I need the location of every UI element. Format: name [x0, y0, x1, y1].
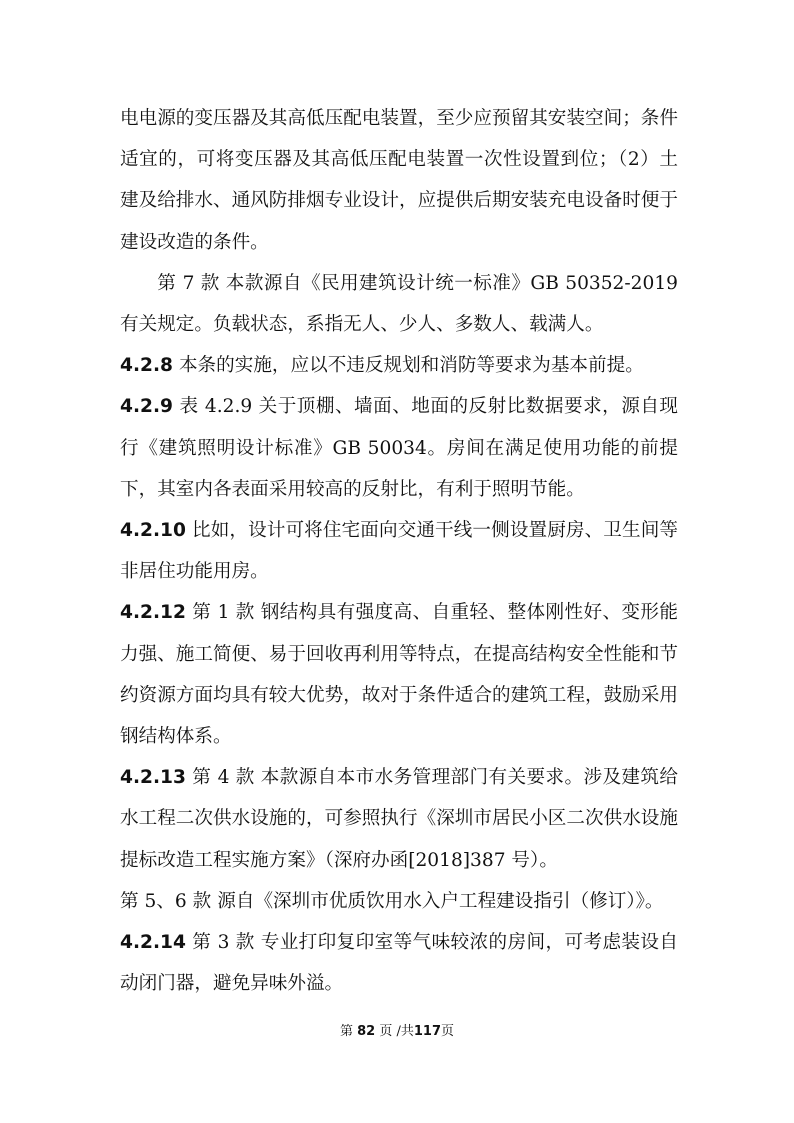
paragraph-4-2-9	[120, 386, 678, 510]
page-total-number: 117	[413, 1024, 442, 1039]
paragraph-4-2-12	[120, 592, 678, 757]
paragraph-text: 比如，设计可将住宅面向交通干线一侧设置厨房、卫生间等非居住功能用房。	[120, 520, 678, 583]
page-current-number: 82	[357, 1024, 376, 1039]
paragraph-clause-7	[120, 263, 678, 345]
page-footer	[0, 1022, 794, 1042]
paragraph-text: 电电源的变压器及其高低压配电装置，至少应预留其安装空间；条件适宜的，可将变压器及其高低压配电装置一次性设置到位；（2）土建及给排水、通风防排烟专业设计，应提供后期安装充电设备时便于建设改造的条件。	[120, 108, 678, 253]
clause-label: 第 5、6 款	[120, 890, 212, 912]
paragraph-4-2-10	[120, 510, 678, 592]
paragraph-text: 表 4.2.9 关于顶棚、墙面、地面的反射比数据要求，源自现行《建筑照明设计标准》GB 50034。房间在满足使用功能的前提下，其室内各表面采用较高的反射比，有利于照明节能。	[120, 396, 678, 500]
document-body	[120, 98, 678, 1004]
clause-label: 第 7 款	[157, 272, 220, 294]
clause-label: 第 4 款	[191, 767, 255, 789]
article-number: 4.2.13	[120, 767, 186, 789]
page-middle: 页 /共	[379, 1024, 414, 1039]
paragraph-text: 源自《深圳市优质饮用水入户工程建设指引（修订）》。	[217, 890, 664, 912]
paragraph-continuation	[120, 98, 678, 263]
article-number: 4.2.8	[120, 355, 173, 377]
page-suffix: 页	[441, 1024, 455, 1039]
paragraph-text: 本款源自本市水务管理部门有关要求。涉及建筑给水工程二次供水设施的，可参照执行《深圳市居民小区二次供水设施提标改造工程实施方案》（深府办函[2018]387 号）。	[120, 767, 678, 871]
paragraph-4-2-14	[120, 922, 678, 1004]
paragraph-text: 本款源自《民用建筑设计统一标准》GB 50352-2019 有关规定。负载状态，系指无人、少人、多数人、载满人。	[120, 272, 678, 336]
article-number: 4.2.14	[120, 932, 186, 954]
paragraph-text: 钢结构具有强度高、自重轻、整体刚性好、变形能力强、施工简便、易于回收再利用等特点，在提高结构安全性能和节约资源方面均具有较大优势，故对于条件适合的建筑工程，鼓励采用钢结构体系。	[120, 602, 678, 748]
paragraph-clause-5-6	[120, 881, 678, 922]
article-number: 4.2.9	[120, 396, 173, 418]
clause-label: 第 3 款	[191, 932, 255, 954]
paragraph-text: 专业打印复印室等气味较浓的房间，可考虑装设自动闭门器，避免异味外溢。	[120, 932, 678, 995]
article-number: 4.2.12	[120, 602, 186, 624]
paragraph-4-2-13	[120, 757, 678, 881]
clause-label: 第 1 款	[191, 602, 255, 624]
article-number: 4.2.10	[120, 520, 186, 542]
paragraph-text: 本条的实施，应以不违反规划和消防等要求为基本前提。	[178, 355, 644, 377]
paragraph-4-2-8	[120, 345, 678, 386]
page-prefix: 第	[339, 1024, 353, 1039]
